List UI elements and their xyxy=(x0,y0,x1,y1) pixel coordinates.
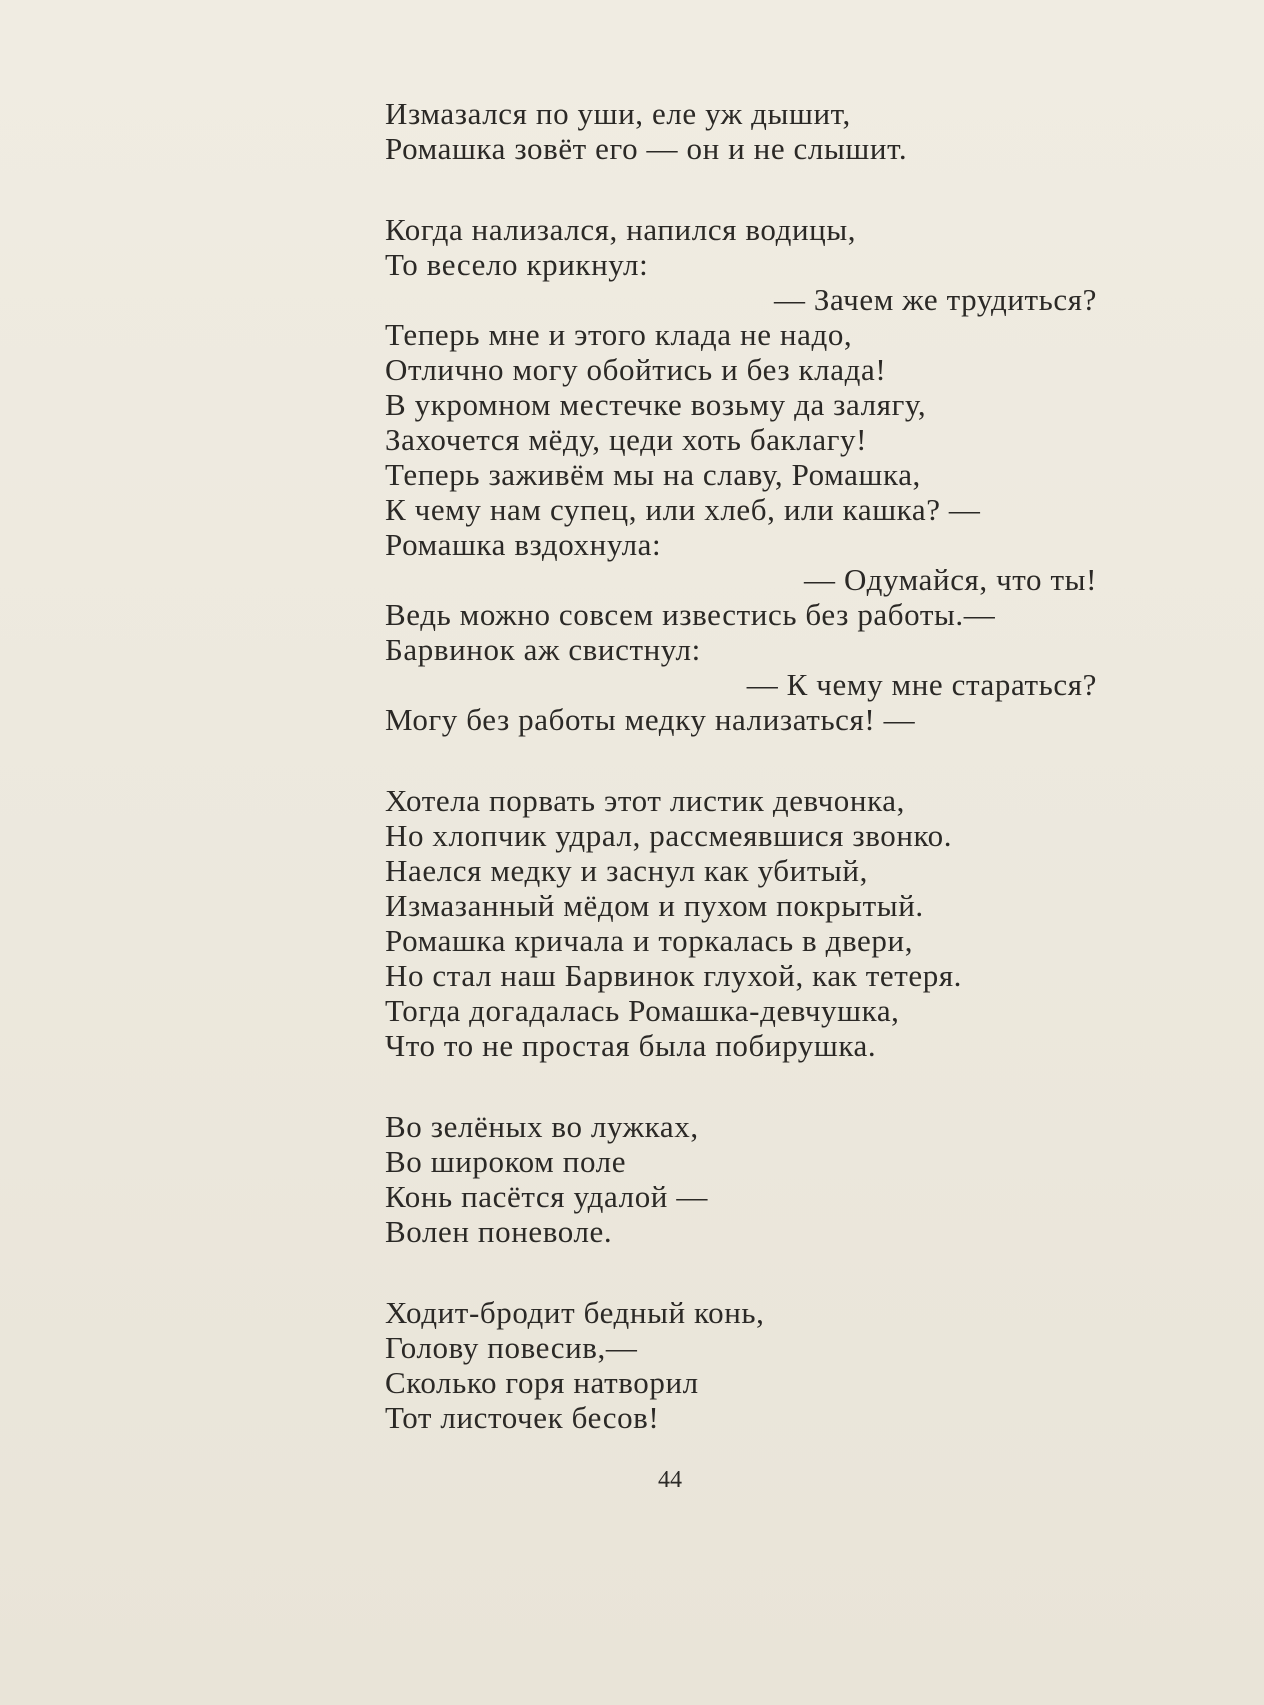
poem-text xyxy=(385,96,1097,1481)
poem-line: Тот листочек бесов! xyxy=(385,1400,660,1435)
poem-line: К чему нам супец, или хлеб, или кашка? — xyxy=(385,492,981,527)
poem-line: То весело крикнул: xyxy=(385,247,649,282)
stanza xyxy=(385,783,1097,1063)
poem-line: Наелся медку и заснул как убитый, xyxy=(385,853,868,888)
poem-line: Ходит-бродит бедный конь, xyxy=(385,1295,765,1330)
poem-line: — К чему мне стараться? xyxy=(746,667,1097,702)
poem-line: Волен поневоле. xyxy=(385,1214,613,1249)
poem-line: Могу без работы медку нализаться! — xyxy=(385,702,916,737)
poem-line: Но стал наш Барвинок глухой, как тетеря. xyxy=(385,958,963,993)
poem-line: В укромном местечке возьму да залягу, xyxy=(385,387,927,422)
poem-line: Тогда догадалась Ромашка-девчушка, xyxy=(385,993,900,1028)
poem-line: Когда нализался, напился водицы, xyxy=(385,212,857,247)
poem-line: Теперь заживём мы на славу, Ромашка, xyxy=(385,457,921,492)
stanza xyxy=(385,1295,1097,1435)
poem-line: Ромашка кричала и торкалась в двери, xyxy=(385,923,914,958)
poem-line: Ведь можно совсем известись без работы.— xyxy=(385,597,996,632)
poem-line: Хотела порвать этот листик девчонка, xyxy=(385,783,905,818)
poem-line: Измазался по уши, еле уж дышит, xyxy=(385,96,851,131)
poem-line: Конь пасётся удалой — xyxy=(385,1179,708,1214)
stanza xyxy=(385,96,1097,166)
poem-line: Что то не простая была побирушка. xyxy=(385,1028,877,1063)
stanza xyxy=(385,212,1097,737)
poem-line: — Зачем же трудиться? xyxy=(773,282,1097,317)
poem-line: Измазанный мёдом и пухом покрытый. xyxy=(385,888,924,923)
poem-line: Ромашка зовёт его — он и не слышит. xyxy=(385,131,908,166)
poem-line: Ромашка вздохнула: xyxy=(385,527,662,562)
poem-line: Но хлопчик удрал, рассмеявшися звонко. xyxy=(385,818,953,853)
poem-line: — Одумайся, что ты! xyxy=(804,562,1097,597)
poem-line: Во широком поле xyxy=(385,1144,627,1179)
poem-line: Захочется мёду, цеди хоть баклагу! xyxy=(385,422,868,457)
poem-line: Барвинок аж свистнул: xyxy=(385,632,701,667)
stanza xyxy=(385,1109,1097,1249)
poem-line: Теперь мне и этого клада не надо, xyxy=(385,317,853,352)
page-number: 44 xyxy=(658,1467,682,1493)
poem-line: Отлично могу обойтись и без клада! xyxy=(385,352,887,387)
poem-line: Голову повесив,— xyxy=(385,1330,638,1365)
poem-line: Во зелёных во лужках, xyxy=(385,1109,699,1144)
poem-line: Сколько горя натворил xyxy=(385,1365,699,1400)
